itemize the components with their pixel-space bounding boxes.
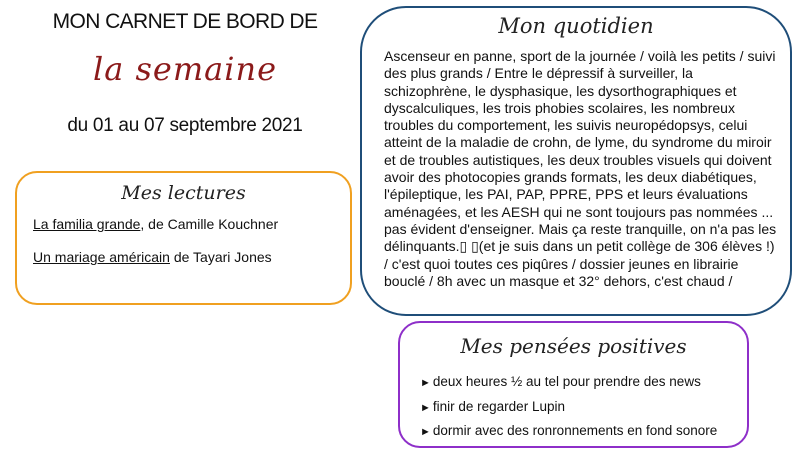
pensees-title: Mes pensées positives [460,334,687,358]
lectures-panel [15,171,352,305]
lectures-title: Mes lectures [121,182,246,204]
book-item [33,216,278,232]
quotidien-title: Mon quotidien [498,14,654,38]
list-item-label: dormir avec des ronronnements en fond sonore [432,423,718,438]
arrow-right-icon: ► [420,377,431,389]
book-title: La familia grande [33,216,141,232]
list-item [420,399,565,414]
book-author: de Tayari Jones [169,249,272,265]
list-item-label: finir de regarder Lupin [432,399,565,414]
header-dates: du 01 au 07 septembre 2021 [67,115,303,136]
list-item [420,423,717,438]
list-item-label: deux heures ½ au tel pour prendre des news [432,374,701,389]
arrow-right-icon: ► [420,402,431,414]
header-subtitle: la semaine [92,50,278,88]
book-title: Un mariage américain [33,249,170,265]
arrow-right-icon: ► [420,426,431,438]
header-title: MON CARNET DE BORD DE [52,10,318,33]
quotidien-text: Ascenseur en panne, sport de la journée / voilà les petits / suivi des plus grands / Entre le dépressif à surveiller, la schizophrène, le dysphasique, les dysorthographiques et dyscalculiques, les trois phobies scolaires, les nombreux troubles du comportement, les suivis neuropédopsys, celui atteint de la maladie de crohn, de lyme, du syndrome du miroir et de troubles autistiques, les deux troubles visuels qui doivent avoir des photocopies grands formats, les deux diabétiques, l'épileptique, les PAI, PAP, PPRE, PPS et leurs évaluations aménagées, et les AESH qui ne sont toujours pas nommées ... pas évident d'enseigner. Mais ça reste tranquille, on n'a pas les délinquants.▯ ▯(et je suis dans un petit collège de 306 élèves !) / c'est quoi toutes ces piqûres / dossier jeunes en librairie bouclé / 8h avec un masque et 32° dehors, c'est chaud / [384,48,777,289]
quotidien-panel [360,6,792,316]
book-item [33,249,272,265]
list-item [420,374,701,389]
pensees-panel [398,321,749,448]
book-author: , de Camille Kouchner [140,216,279,232]
